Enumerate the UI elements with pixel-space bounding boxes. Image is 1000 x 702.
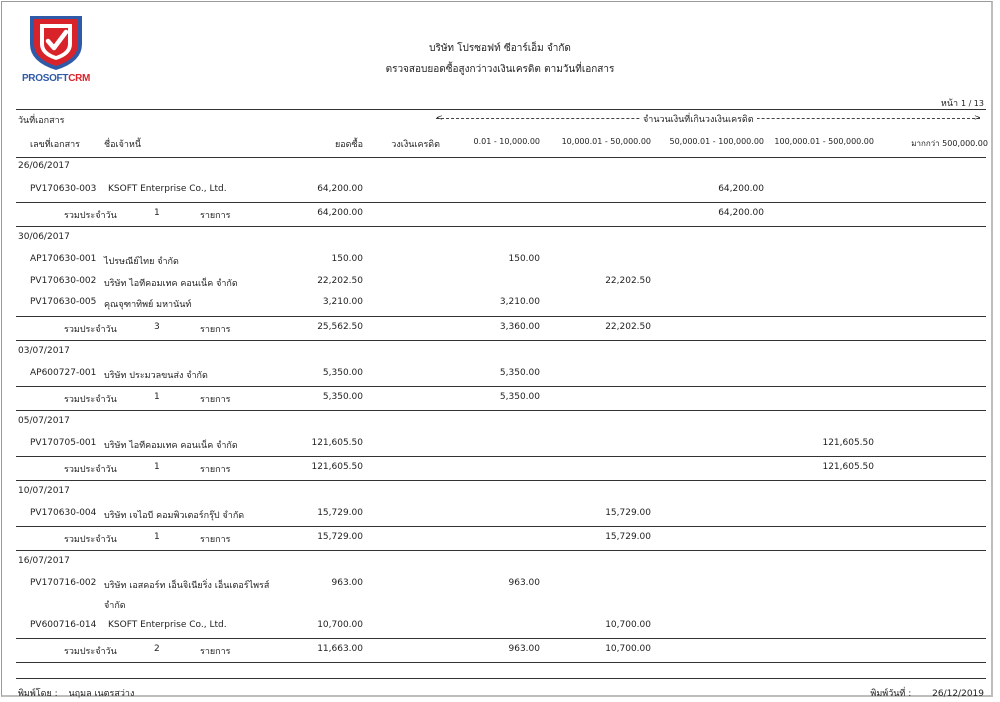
row-creditor: บริษัท ประมวลขนส่ง จำกัด [104, 371, 208, 381]
subtotal-amount: 64,200.00 [317, 208, 363, 218]
subtotal-range-2: 10,700.00 [605, 644, 651, 654]
printed-by-value: นฤมล เนตรสว่าง [68, 689, 135, 699]
col-doc-no: เลขที่เอกสาร [30, 140, 80, 150]
subtotal-amount: 15,729.00 [317, 532, 363, 542]
row-amount: 64,200.00 [317, 184, 363, 194]
subtotal-count: 3 [154, 322, 160, 332]
row-creditor: ไปรษณีย์ไทย จำกัด [104, 257, 179, 267]
row-doc-no: PV170630-003 [30, 184, 97, 194]
subtotal-range-2: 22,202.50 [605, 322, 651, 332]
row-creditor: KSOFT Enterprise Co., Ltd. [108, 620, 227, 630]
row-range-2: 10,700.00 [605, 620, 651, 630]
subtotal-rule [16, 526, 986, 527]
page-label: หน้า [940, 99, 959, 109]
row-doc-no: PV170630-005 [30, 297, 97, 307]
subtotal-label: รวมประจำวัน [64, 325, 117, 335]
col-credit-limit: วงเงินเครดิต [391, 140, 440, 150]
row-creditor: KSOFT Enterprise Co., Ltd. [108, 184, 227, 194]
right-arrow-icon: > [974, 113, 981, 122]
subtotal-label: รวมประจำวัน [64, 211, 117, 221]
row-doc-no: AP170630-001 [30, 254, 97, 264]
header-bottom-rule [16, 157, 986, 158]
row-creditor: บริษัท เอสคอร์ท เอ็นจิเนียริ่ง เอ็นเตอร์ไพรส์ [104, 581, 270, 591]
group-rule [16, 550, 986, 551]
group-date: 05/07/2017 [18, 416, 70, 426]
left-arrow-icon: < [436, 113, 443, 122]
group-rule [16, 340, 986, 341]
group-rule [16, 662, 986, 663]
row-doc-no: PV170705-001 [30, 438, 97, 448]
subtotal-rule [16, 202, 986, 203]
subtotal-rule [16, 316, 986, 317]
logo-text-crm: CRM [68, 73, 91, 84]
col-doc-date: วันที่เอกสาร [18, 116, 65, 126]
subtotal-unit: รายการ [200, 211, 231, 221]
row-amount: 963.00 [331, 578, 363, 588]
subtotal-unit: รายการ [200, 465, 231, 475]
col-range-3: 50,000.01 - 100,000.00 [669, 137, 764, 146]
row-amount: 150.00 [331, 254, 363, 264]
subtotal-unit: รายการ [200, 647, 231, 657]
subtotal-count: 1 [154, 392, 160, 402]
col-range-4: 100,000.01 - 500,000.00 [774, 137, 874, 146]
subtotal-range-2: 15,729.00 [605, 532, 651, 542]
subtotal-amount: 11,663.00 [317, 644, 363, 654]
col-over-credit-group: จำนวนเงินที่เกินวงเงินเครดิต [640, 112, 757, 126]
row-creditor: บริษัท ไอทีคอมเทค คอนเน็ค จำกัด [104, 279, 238, 289]
group-date: 16/07/2017 [18, 556, 70, 566]
subtotal-rule [16, 456, 986, 457]
subtotal-label: รวมประจำวัน [64, 647, 117, 657]
group-rule [16, 410, 986, 411]
row-creditor: คุณจุฑาทิพย์ มหานันท์ [104, 300, 192, 310]
row-doc-no: AP600727-001 [30, 368, 97, 378]
footer-rule [16, 678, 986, 679]
subtotal-range-4: 121,605.50 [822, 462, 874, 472]
col-purchase: ยอดซื้อ [334, 140, 363, 150]
logo-text-prosoft: PROSOFT [21, 73, 69, 84]
row-creditor-line2: จำกัด [104, 601, 126, 611]
print-date-label: พิมพ์วันที่ : [870, 689, 912, 699]
row-range-1: 150.00 [508, 254, 540, 264]
row-range-4: 121,605.50 [822, 438, 874, 448]
col-range-5: มากกว่า 500,000.00 [911, 139, 988, 148]
printed-by [18, 686, 134, 700]
group-date: 03/07/2017 [18, 346, 70, 356]
subtotal-unit: รายการ [200, 395, 231, 405]
row-amount: 5,350.00 [322, 368, 363, 378]
row-amount: 15,729.00 [317, 508, 363, 518]
subtotal-range-1: 963.00 [508, 644, 540, 654]
subtotal-unit: รายการ [200, 535, 231, 545]
print-date [870, 686, 984, 700]
row-amount: 3,210.00 [322, 297, 363, 307]
col-creditor: ชื่อเจ้าหนี้ [104, 140, 142, 150]
subtotal-rule [16, 386, 986, 387]
row-range-1: 5,350.00 [499, 368, 540, 378]
row-amount: 121,605.50 [311, 438, 363, 448]
subtotal-count: 2 [154, 644, 160, 654]
group-date: 30/06/2017 [18, 232, 70, 242]
company-name: บริษัท โปรซอฟท์ ซีอาร์เอ็ม จำกัด [429, 43, 571, 54]
row-doc-no: PV600716-014 [30, 620, 97, 630]
subtotal-unit: รายการ [200, 325, 231, 335]
subtotal-label: รวมประจำวัน [64, 535, 117, 545]
printed-by-label: พิมพ์โดย : [18, 689, 58, 699]
row-range-1: 963.00 [508, 578, 540, 588]
row-doc-no: PV170630-004 [30, 508, 97, 518]
report-frame [1, 1, 993, 697]
group-date: 26/06/2017 [18, 161, 70, 171]
page-value: 1 / 13 [960, 99, 984, 108]
subtotal-label: รวมประจำวัน [64, 465, 117, 475]
subtotal-amount: 5,350.00 [322, 392, 363, 402]
print-date-value: 26/12/2019 [932, 689, 984, 699]
subtotal-count: 1 [154, 532, 160, 542]
subtotal-range-3: 64,200.00 [718, 208, 764, 218]
subtotal-amount: 25,562.50 [317, 322, 363, 332]
page-indicator [941, 96, 984, 110]
header-top-rule [16, 109, 986, 110]
subtotal-count: 1 [154, 208, 160, 218]
subtotal-amount: 121,605.50 [311, 462, 363, 472]
subtotal-range-1: 5,350.00 [499, 392, 540, 402]
subtotal-rule [16, 638, 986, 639]
row-creditor: บริษัท ไอทีคอมเทค คอนเน็ค จำกัด [104, 441, 238, 451]
group-rule [16, 480, 986, 481]
row-range-2: 22,202.50 [605, 276, 651, 286]
row-doc-no: PV170716-002 [30, 578, 97, 588]
group-rule [16, 226, 986, 227]
report-title: ตรวจสอบยอดซื้อสูงกว่าวงเงินเครดิต ตามวันที่เอกสาร [385, 64, 615, 75]
subtotal-label: รวมประจำวัน [64, 395, 117, 405]
subtotal-count: 1 [154, 462, 160, 472]
col-range-2: 10,000.01 - 50,000.00 [561, 137, 651, 146]
row-amount: 10,700.00 [317, 620, 363, 630]
row-creditor: บริษัท เจไอบี คอมพิวเตอร์กรุ๊ป จำกัด [104, 511, 245, 521]
row-amount: 22,202.50 [317, 276, 363, 286]
row-range-3: 64,200.00 [718, 184, 764, 194]
subtotal-range-1: 3,360.00 [499, 322, 540, 332]
row-range-2: 15,729.00 [605, 508, 651, 518]
row-range-1: 3,210.00 [499, 297, 540, 307]
row-doc-no: PV170630-002 [30, 276, 97, 286]
col-range-1: 0.01 - 10,000.00 [473, 137, 540, 146]
group-date: 10/07/2017 [18, 486, 70, 496]
